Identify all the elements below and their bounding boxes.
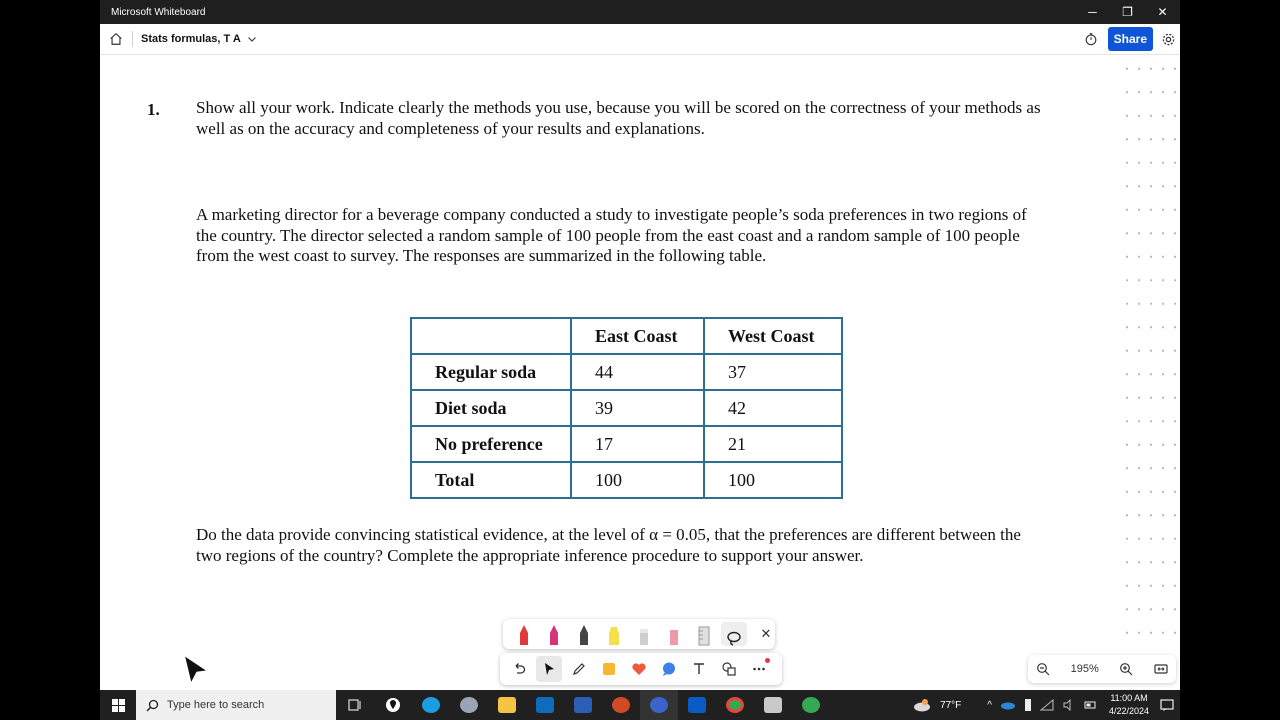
usb-icon[interactable]: [1024, 698, 1032, 712]
timer-icon[interactable]: [1084, 32, 1098, 46]
snipping-icon[interactable]: [754, 690, 792, 720]
windows-start-icon[interactable]: [100, 690, 136, 720]
task-view-icon[interactable]: [336, 690, 374, 720]
pen-red[interactable]: [511, 622, 537, 646]
reactions-heart-icon[interactable]: [626, 656, 652, 682]
eraser-icon[interactable]: [631, 622, 657, 646]
shapes-icon[interactable]: [716, 656, 742, 682]
more-options-icon[interactable]: [746, 656, 772, 682]
ink-toolbar: [503, 619, 775, 649]
window-controls: [1075, 0, 1180, 24]
lasso-icon[interactable]: [721, 622, 747, 646]
close-window-button[interactable]: ✕: [1157, 5, 1168, 19]
weather-cloud-icon[interactable]: [912, 698, 932, 712]
clock-date: 4/22/2024: [1108, 706, 1150, 716]
chevron-up-icon[interactable]: ^: [987, 699, 992, 711]
mail-icon[interactable]: [678, 690, 716, 720]
pen-tool-icon[interactable]: [566, 656, 592, 682]
zoom-in-icon[interactable]: [1119, 662, 1133, 676]
fit-to-screen-icon[interactable]: [1154, 662, 1168, 676]
chevron-down-icon[interactable]: [247, 34, 257, 44]
close-ink-toolbar-button[interactable]: ✕: [760, 626, 772, 641]
question-text: Do the data provide convincing statistical evidence, at the level of α = 0.05, that the preferences are different between the two regions of the country? Complete the appropriate inference procedure to support your answer.: [196, 525, 1021, 565]
table-header: West Coast: [704, 318, 842, 354]
pasted-document[interactable]: [100, 55, 1120, 615]
row-label: No preference: [411, 426, 571, 462]
table-header-row: [411, 318, 842, 354]
table-cell: 39: [571, 390, 704, 426]
table-cell: 42: [704, 390, 842, 426]
notification-dot: [765, 658, 770, 663]
taskbar-search[interactable]: [136, 690, 336, 720]
board-title[interactable]: Stats formulas, T A: [141, 33, 241, 45]
restore-button[interactable]: ❐: [1122, 5, 1133, 19]
sticky-note-icon[interactable]: [596, 656, 622, 682]
divider: [132, 31, 133, 47]
search-icon: [146, 699, 159, 712]
appbar-actions: [1084, 27, 1176, 51]
word-icon[interactable]: [564, 690, 602, 720]
table-row: [411, 462, 842, 498]
table-header: East Coast: [571, 318, 704, 354]
table-cell: 21: [704, 426, 842, 462]
powerpoint-icon[interactable]: [602, 690, 640, 720]
whiteboard-taskbar-icon[interactable]: [640, 690, 678, 720]
chrome-icon[interactable]: [716, 690, 754, 720]
browser-globe-icon[interactable]: [450, 690, 488, 720]
table-cell: 100: [704, 462, 842, 498]
main-toolbar: [500, 653, 782, 685]
app-title: Microsoft Whiteboard: [111, 6, 206, 18]
dot-grid: [1120, 55, 1180, 655]
gear-icon[interactable]: [1161, 32, 1176, 47]
volume-icon[interactable]: [1062, 699, 1076, 711]
text-icon[interactable]: [686, 656, 712, 682]
zoom-controls: [1028, 655, 1176, 683]
clock-time: 11:00 AM: [1110, 693, 1148, 703]
select-cursor-icon[interactable]: [536, 656, 562, 682]
ruler-icon[interactable]: [691, 622, 717, 646]
file-explorer-icon[interactable]: [488, 690, 526, 720]
table-cell: 37: [704, 354, 842, 390]
maps-icon[interactable]: [374, 690, 412, 720]
clock[interactable]: [1106, 692, 1152, 718]
whiteboard-window: [100, 0, 1180, 690]
minimize-button[interactable]: ─: [1088, 5, 1097, 19]
wifi-icon[interactable]: [1040, 699, 1054, 711]
table-cell: 44: [571, 354, 704, 390]
zoom-level: 195%: [1070, 663, 1099, 675]
prompt-text: A marketing director for a beverage company conducted a study to investigate people’s soda preferences in two regions of the country. The director selected a random sample of 100 people from the east coast and a random sample of 100 people from the west coast to survey. The responses are summarized in the following table.: [196, 205, 1027, 265]
undo-icon[interactable]: [506, 656, 532, 682]
table-cell: 17: [571, 426, 704, 462]
zoom-out-icon[interactable]: [1036, 662, 1050, 676]
table-row: [411, 354, 842, 390]
share-button[interactable]: Share: [1108, 27, 1153, 51]
onedrive-icon[interactable]: [1000, 700, 1016, 710]
survey-table: [410, 317, 843, 499]
row-label: Diet soda: [411, 390, 571, 426]
home-icon[interactable]: [109, 32, 123, 46]
app-bar: [100, 24, 1180, 55]
chrome-profile-icon[interactable]: [792, 690, 830, 720]
comment-icon[interactable]: [656, 656, 682, 682]
table-cell: 100: [571, 462, 704, 498]
mouse-cursor-icon: [180, 653, 214, 687]
table-row: [411, 426, 842, 462]
pen-dark[interactable]: [571, 622, 597, 646]
row-label: Regular soda: [411, 354, 571, 390]
weather-temp[interactable]: 77°F: [940, 699, 962, 711]
battery-icon[interactable]: [1084, 700, 1098, 710]
question-number: 1.: [147, 100, 160, 119]
table-row: [411, 390, 842, 426]
row-label: Total: [411, 462, 571, 498]
edge-icon[interactable]: [412, 690, 450, 720]
outlook-icon[interactable]: [526, 690, 564, 720]
instructions-text: Show all your work. Indicate clearly the methods you use, because you will be scored on the correctness of your methods as well as on the accuracy and completeness of your results and explanations.: [196, 98, 1041, 138]
table-header: [411, 318, 571, 354]
pen-pink-light[interactable]: [661, 622, 687, 646]
notifications-icon[interactable]: [1160, 699, 1174, 712]
title-bar: [100, 0, 1180, 24]
search-placeholder: Type here to search: [167, 699, 265, 711]
whiteboard-canvas[interactable]: [100, 55, 1180, 690]
system-tray: [912, 690, 1180, 720]
highlighter-yellow[interactable]: [601, 622, 627, 646]
pen-pink[interactable]: [541, 622, 567, 646]
taskbar: [100, 690, 1180, 720]
